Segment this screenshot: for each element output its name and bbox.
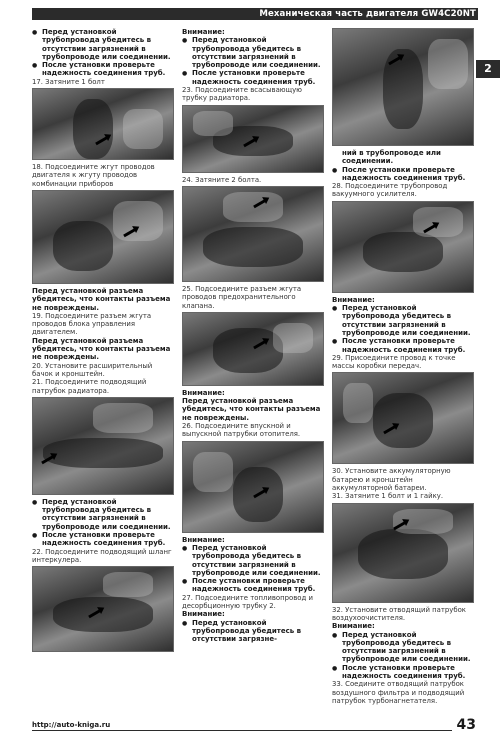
photo-step-31 [332, 503, 474, 603]
bullet-item: ● Перед установкой трубопровода убедитесь в отсутствии загрязнений в трубопроводе или соединении. [32, 28, 174, 61]
footer-url[interactable]: http://auto-kniga.ru [32, 721, 111, 729]
page-title: Механическая часть двигателя GW4C20NT [259, 9, 476, 19]
step-19: 19. Подсоедините разъем жгута проводов блока управления двигателем. [32, 311, 152, 337]
step-29: 29. Присоедините провод к точке массы коробки передач. [332, 353, 456, 371]
bullet-item: ● После установки проверьте надежность соединения труб. [182, 577, 324, 594]
photo-step-21 [32, 397, 174, 495]
step-32: 32. Установите отводящий патрубок воздухоочистителя. [332, 605, 466, 622]
photo-step-23 [182, 105, 324, 173]
bullet-item: ● После установки проверьте надежность соединения труб. [182, 69, 324, 86]
column-1 [32, 28, 174, 655]
photo-step-17 [32, 88, 174, 160]
bullet-item: ● Перед установкой трубопровода убедитесь в отсутствии загрязнений в трубопроводе или соединении. [332, 304, 474, 337]
bullet-item: ● Перед установкой трубопровода убедитесь в отсутствии загрязнений в трубопроводе или соединении. [182, 544, 324, 577]
warning-text: Перед установкой разъема убедитесь, что контакты разъема не повреждены. [182, 397, 321, 422]
bullet-item: ● После установки проверьте надежность соединения труб. [32, 61, 174, 78]
photo-step-25 [182, 312, 324, 386]
bullet-item: ● Перед установкой трубопровода убедитесь в отсутствии загрязнений в трубопроводе или соединении. [332, 631, 474, 664]
step-21: 21. Подсоедините подводящий патрубок радиатора. [32, 378, 147, 395]
photo-step-29 [332, 372, 474, 464]
step-30: 30. Установите аккумуляторную батарею и кронштейн аккумуляторной батареи. [332, 467, 451, 493]
warning-text: Перед установкой разъема убедитесь, что контакты разъема не повреждены. [32, 286, 171, 312]
photo-step-27 [332, 28, 474, 146]
step-28: 28. Подсоедините трубопровод вакуумного усилителя. [332, 182, 448, 199]
step-17: 17. Затяните 1 болт [32, 77, 105, 86]
step-26: 26. Подсоедините впускной и выпускной патрубки отопителя. [182, 422, 301, 439]
step-22: 22. Подсоедините подводящий шланг интеркулера. [32, 547, 172, 564]
continued-text: ний в трубопроводе или соединении. [342, 149, 441, 166]
step-24: 24. Затяните 2 болта. [182, 175, 262, 184]
page-number: 43 [456, 717, 476, 733]
footer-divider [32, 730, 452, 731]
bullet-item: ● Перед установкой трубопровода убедитесь в отсутствии загрязнений в трубопроводе или соединении. [32, 498, 174, 531]
attention-heading: Внимание: [332, 295, 375, 304]
photo-step-18 [32, 190, 174, 284]
bullet-item: ● После установки проверьте надежность соединения труб. [332, 337, 474, 354]
step-20: 20. Установите расширительный бачок и кронштейн. [32, 361, 153, 378]
step-33: 33. Соедините отводящий патрубок воздушного фильтра и подводящий патрубок турбонагнетателя. [332, 680, 465, 705]
column-3 [332, 28, 474, 705]
chapter-tab: 2 [476, 60, 500, 78]
bullet-item: ● Перед установкой трубопровода убедитесь в отсутствии загрязне- [182, 619, 324, 644]
step-18: 18. Подсоедините жгут проводов двигателя к жгуту проводов комбинации приборов [32, 163, 155, 188]
bullet-item: ● После установки проверьте надежность соединения труб. [332, 166, 474, 183]
photo-step-26 [182, 441, 324, 533]
step-27: 27. Подсоедините топливопровод и десорбционную трубку 2. [182, 593, 313, 611]
attention-heading: Внимание: [182, 28, 225, 36]
bullet-item: ● После установки проверьте надежность соединения труб. [32, 531, 174, 548]
column-2 [182, 28, 324, 644]
attention-heading: Внимание: [182, 388, 225, 397]
photo-step-24 [182, 186, 324, 282]
warning-text: Перед установкой разъема убедитесь, что контакты разъема не повреждены. [32, 336, 171, 362]
photo-step-28 [332, 201, 474, 293]
step-23: 23. Подсоедините всасывающую трубку радиатора. [182, 86, 302, 103]
bullet-item: ● После установки проверьте надежность соединения труб. [332, 664, 474, 681]
step-25: 25. Подсоедините разъем жгута проводов предохранительного клапана. [182, 284, 302, 310]
bullet-item: ● Перед установкой трубопровода убедитесь в отсутствии загрязнений в трубопроводе или соединении. [182, 36, 324, 69]
step-31: 31. Затяните 1 болт и 1 гайку. [332, 492, 444, 501]
attention-heading: Внимание: [332, 622, 375, 631]
photo-step-22 [32, 566, 174, 652]
attention-heading: Внимание: [182, 610, 225, 619]
attention-heading: Внимание: [182, 535, 225, 544]
